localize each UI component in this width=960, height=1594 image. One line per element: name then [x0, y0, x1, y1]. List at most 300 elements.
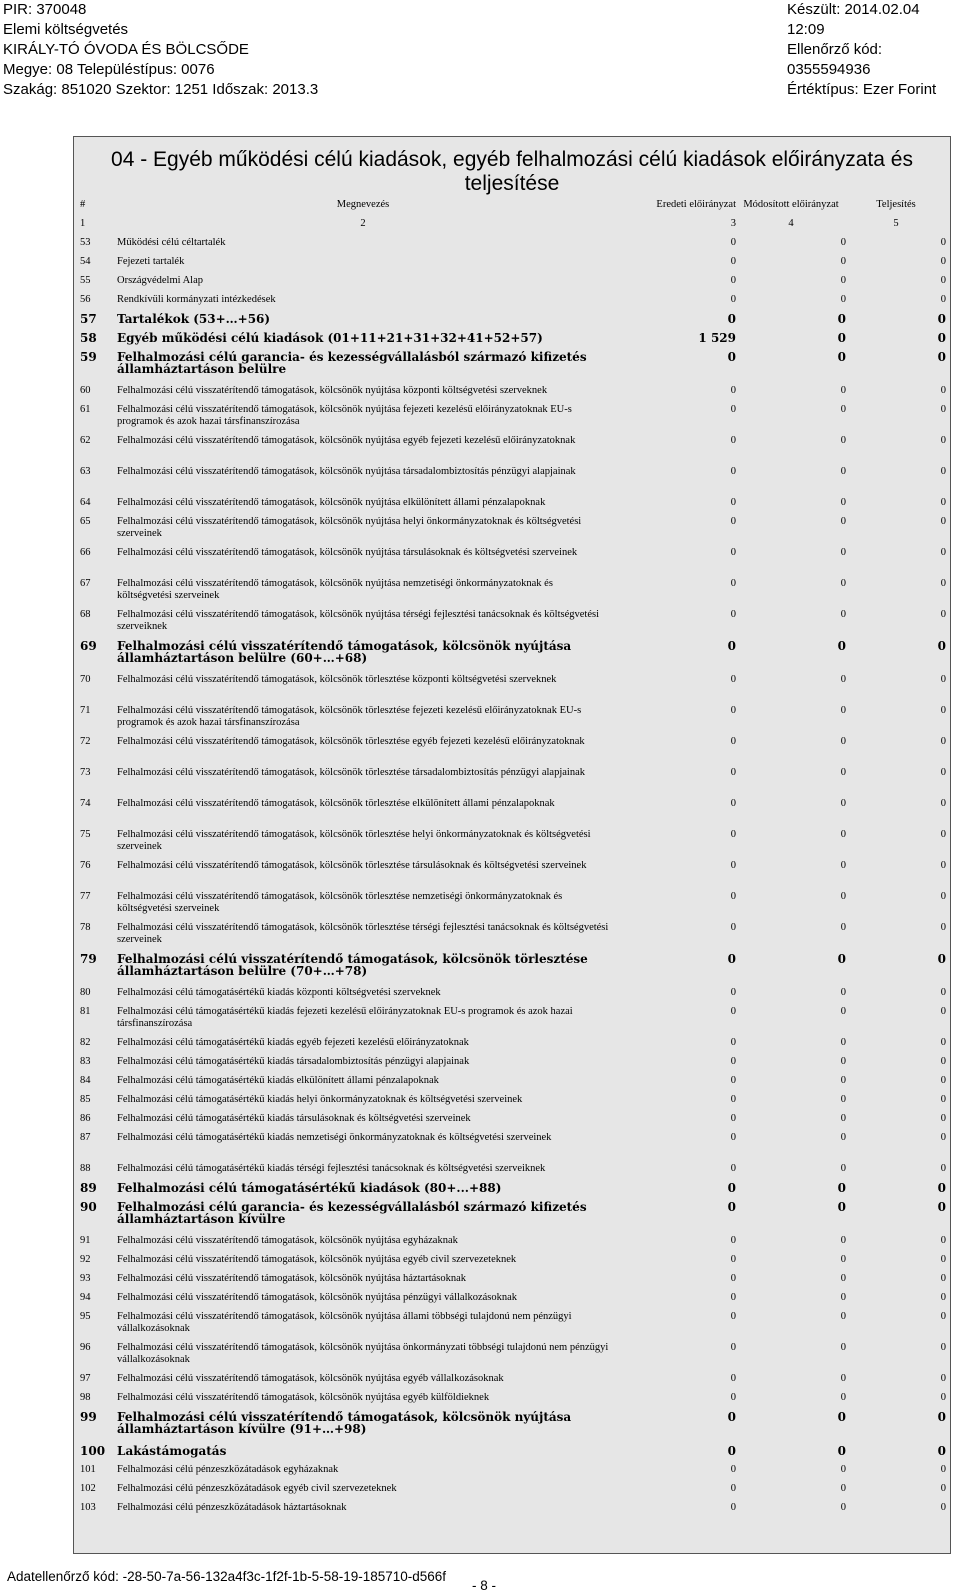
row-modified: 0 [840, 1342, 846, 1353]
row-original: 0 [730, 516, 736, 527]
row-modified: 0 [840, 516, 846, 527]
row-modified: 0 [840, 1502, 846, 1513]
col-header-name: Megnevezés [336, 199, 390, 210]
table-row [80, 275, 946, 294]
row-original: 0 [730, 435, 736, 446]
row-modified: 0 [840, 256, 846, 267]
row-name: Felhalmozási célú visszatérítendő támogatások, kölcsönök nyújtása egyéb külföldieknek [117, 1392, 490, 1403]
row-number: 83 [80, 1056, 91, 1067]
col-header-actual: Teljesítés [876, 199, 916, 210]
row-actual: 0 [940, 1235, 946, 1246]
row-number: 103 [80, 1502, 96, 1513]
pir-line: PIR: 370048 [3, 1, 87, 18]
row-original: 0 [730, 1094, 736, 1105]
row-actual: 0 [940, 435, 946, 446]
row-original: 0 [730, 829, 736, 840]
row-modified: 0 [840, 1075, 846, 1086]
row-original: 0 [727, 350, 736, 364]
table-row [80, 1392, 946, 1411]
row-number: 61 [80, 404, 91, 415]
row-modified: 0 [837, 1410, 846, 1424]
row-name: Felhalmozási célú visszatérítendő támogatások, kölcsönök nyújtása államháztartáson belülre (60+…+68) [117, 639, 572, 665]
row-number: 92 [80, 1254, 91, 1265]
row-actual: 0 [940, 1006, 946, 1017]
row-name: Felhalmozási célú visszatérítendő támogatások, kölcsönök törlesztése térségi fejlesztési tanácsoknak és költségvetési szerveinek [117, 922, 609, 945]
row-actual: 0 [940, 466, 946, 477]
row-original: 0 [730, 609, 736, 620]
table-row [80, 1235, 946, 1254]
row-modified: 0 [837, 1444, 846, 1458]
table-row [80, 1201, 946, 1235]
row-name: Felhalmozási célú visszatérítendő támogatások, kölcsönök nyújtása társulásoknak és költségvetési szerveinek [117, 547, 578, 558]
row-original: 0 [730, 798, 736, 809]
row-name: Felhalmozási célú visszatérítendő támogatások, kölcsönök nyújtása központi költségvetési szerveknek [117, 385, 548, 396]
row-modified: 0 [840, 1311, 846, 1322]
row-name: Felhalmozási célú visszatérítendő támogatások, kölcsönök nyújtása egyházaknak [117, 1235, 458, 1246]
row-actual: 0 [940, 294, 946, 305]
row-actual: 0 [940, 497, 946, 508]
row-original: 0 [730, 275, 736, 286]
row-number: 55 [80, 275, 91, 286]
row-original: 0 [730, 674, 736, 685]
row-modified: 0 [840, 1037, 846, 1048]
row-modified: 0 [840, 1254, 846, 1265]
row-name: Felhalmozási célú támogatásértékű kiadás központi költségvetési szerveknek [117, 987, 441, 998]
row-number: 101 [80, 1464, 96, 1475]
row-original: 0 [727, 1410, 736, 1424]
table-row [80, 891, 946, 922]
row-actual: 0 [940, 1342, 946, 1353]
row-actual: 0 [940, 798, 946, 809]
row-original: 0 [730, 1254, 736, 1265]
row-number: 86 [80, 1113, 91, 1124]
table-row [80, 1182, 946, 1201]
row-modified: 0 [837, 1200, 846, 1214]
sector-line: Szakág: 851020 Szektor: 1251 Időszak: 2013.3 [3, 81, 319, 98]
row-actual: 0 [940, 705, 946, 716]
row-name: Rendkívüli kormányzati intézkedések [117, 294, 276, 305]
table-row [80, 547, 946, 578]
row-number: 98 [80, 1392, 91, 1403]
row-actual: 0 [940, 609, 946, 620]
row-original: 0 [730, 294, 736, 305]
table-row [80, 1483, 946, 1502]
row-modified: 0 [840, 1113, 846, 1124]
row-name: Felhalmozási célú garancia- és kezességvállalásból származó kifizetés államháztartáson kívülre [117, 1200, 587, 1226]
table-body [80, 237, 946, 1521]
row-modified: 0 [840, 1273, 846, 1284]
table-row [80, 1373, 946, 1392]
table-row [80, 1311, 946, 1342]
row-actual: 0 [937, 1200, 946, 1214]
row-name: Felhalmozási célú visszatérítendő támogatások, kölcsönök nyújtása háztartásoknak [117, 1273, 467, 1284]
row-original: 0 [730, 385, 736, 396]
row-name: Felhalmozási célú visszatérítendő támogatások, kölcsönök nyújtása államháztartáson kívülre (91+…+98) [117, 1410, 572, 1436]
row-name: Felhalmozási célú visszatérítendő támogatások, kölcsönök nyújtása pénzügyi vállalkozásoknak [117, 1292, 518, 1303]
row-modified: 0 [837, 312, 846, 326]
row-name: Felhalmozási célú támogatásértékű kiadás társadalombiztosítás pénzügyi alapjainak [117, 1056, 470, 1067]
row-original: 0 [730, 256, 736, 267]
row-modified: 0 [837, 331, 846, 345]
row-modified: 0 [840, 1163, 846, 1174]
row-number: 58 [80, 331, 97, 345]
table-row [80, 256, 946, 275]
row-actual: 0 [940, 404, 946, 415]
row-original: 0 [727, 1444, 736, 1458]
table-row [80, 705, 946, 736]
table-row [80, 1502, 946, 1521]
row-actual: 0 [940, 385, 946, 396]
row-number: 81 [80, 1006, 91, 1017]
row-actual: 0 [940, 829, 946, 840]
row-number: 73 [80, 767, 91, 778]
row-modified: 0 [840, 705, 846, 716]
row-modified: 0 [840, 1006, 846, 1017]
row-number: 72 [80, 736, 91, 747]
report-table [80, 199, 946, 1521]
row-number: 57 [80, 312, 97, 326]
row-original: 0 [730, 860, 736, 871]
table-row [80, 1132, 946, 1163]
row-modified: 0 [840, 1094, 846, 1105]
row-modified: 0 [837, 1181, 846, 1195]
row-actual: 0 [940, 1273, 946, 1284]
row-original: 0 [730, 705, 736, 716]
row-actual: 0 [940, 922, 946, 933]
row-name: Felhalmozási célú visszatérítendő támogatások, kölcsönök nyújtása elkülönített állami pénzalapoknak [117, 497, 546, 508]
row-actual: 0 [937, 952, 946, 966]
budget-type-line: Elemi költségvetés [3, 21, 129, 38]
row-number: 76 [80, 860, 91, 871]
row-modified: 0 [840, 294, 846, 305]
row-modified: 0 [840, 466, 846, 477]
row-actual: 0 [937, 1444, 946, 1458]
row-actual: 0 [940, 578, 946, 589]
row-name: Felhalmozási célú visszatérítendő támogatások, kölcsönök törlesztése központi költségvetési szerveknek [117, 674, 557, 685]
row-name: Felhalmozási célú pénzeszközátadások háztartásoknak [117, 1502, 347, 1513]
page-number: - 8 - [472, 1578, 497, 1593]
row-number: 78 [80, 922, 91, 933]
row-modified: 0 [840, 1392, 846, 1403]
row-number: 96 [80, 1342, 91, 1353]
row-original: 0 [730, 1235, 736, 1246]
row-modified: 0 [840, 1483, 846, 1494]
row-modified: 0 [840, 860, 846, 871]
row-actual: 0 [940, 736, 946, 747]
row-actual: 0 [940, 767, 946, 778]
row-number: 82 [80, 1037, 91, 1048]
row-number: 93 [80, 1273, 91, 1284]
row-actual: 0 [940, 547, 946, 558]
row-number: 97 [80, 1373, 91, 1384]
row-name: Felhalmozási célú visszatérítendő támogatások, kölcsönök nyújtása önkormányzati többségi tulajdonú nem pénzügyi vállalkozásoknak [117, 1342, 609, 1365]
table-row [80, 237, 946, 256]
row-name: Felhalmozási célú visszatérítendő támogatások, kölcsönök nyújtása térségi fejlesztési tanácsoknak és költségvetési szerveiknek [117, 609, 599, 632]
row-name: Felhalmozási célú visszatérítendő támogatások, kölcsönök nyújtása helyi önkormányzatoknak és költségvetési szerveinek [117, 516, 582, 539]
row-name: Felhalmozási célú támogatásértékű kiadás társulásoknak és költségvetési szerveinek [117, 1113, 471, 1124]
row-name: Felhalmozási célú pénzeszközátadások egyházaknak [117, 1464, 339, 1475]
institution-name: KIRÁLY-TÓ ÓVODA ÉS BÖLCSŐDE [3, 41, 249, 58]
table-row [80, 1163, 946, 1182]
row-name: Egyéb működési célú kiadások (01+11+21+31+32+41+52+57) [117, 331, 543, 345]
row-original: 0 [730, 497, 736, 508]
value-type-line: Értéktípus: Ezer Forint [787, 81, 937, 98]
row-actual: 0 [940, 1502, 946, 1513]
row-modified: 0 [840, 798, 846, 809]
row-name: Felhalmozási célú támogatásértékű kiadás elkülönített állami pénzalapoknak [117, 1075, 439, 1086]
row-name: Felhalmozási célú visszatérítendő támogatások, kölcsönök nyújtása egyéb fejezeti kezelésű előirányzatoknak [117, 435, 576, 446]
row-actual: 0 [937, 639, 946, 653]
col-number-1: 1 [80, 218, 86, 229]
table-row [80, 987, 946, 1006]
row-original: 0 [730, 736, 736, 747]
row-number: 95 [80, 1311, 91, 1322]
row-number: 53 [80, 237, 91, 248]
row-modified: 0 [840, 1235, 846, 1246]
row-original: 0 [730, 1392, 736, 1403]
row-number: 84 [80, 1075, 91, 1086]
row-number: 102 [80, 1483, 96, 1494]
table-row [80, 404, 946, 435]
row-original: 0 [727, 312, 736, 326]
row-original: 0 [730, 1311, 736, 1322]
row-original: 0 [730, 922, 736, 933]
row-actual: 0 [940, 1254, 946, 1265]
row-number: 99 [80, 1410, 97, 1424]
row-actual: 0 [940, 1163, 946, 1174]
table-row [80, 1342, 946, 1373]
row-modified: 0 [840, 1464, 846, 1475]
row-name: Felhalmozási célú pénzeszközátadások egyéb civil szervezeteknek [117, 1483, 397, 1494]
table-row [80, 640, 946, 674]
row-modified: 0 [840, 497, 846, 508]
row-modified: 0 [840, 1132, 846, 1143]
row-number: 63 [80, 466, 91, 477]
row-number: 79 [80, 952, 97, 966]
table-row [80, 516, 946, 547]
row-name: Felhalmozási célú visszatérítendő támogatások, kölcsönök törlesztése elkülönített állami pénzalapoknak [117, 798, 555, 809]
table-row [80, 1056, 946, 1075]
row-name: Felhalmozási célú visszatérítendő támogatások, kölcsönök törlesztése államháztartáson belülre (70+…+78) [117, 952, 588, 978]
table-row [80, 829, 946, 860]
row-number: 69 [80, 639, 97, 653]
created-line: Készült: 2014.02.04 12:09 [787, 1, 920, 38]
table-row [80, 609, 946, 640]
row-original: 0 [730, 1163, 736, 1174]
table-row [80, 798, 946, 829]
row-actual: 0 [937, 331, 946, 345]
row-name: Felhalmozási célú visszatérítendő támogatások, kölcsönök nyújtása nemzetiségi önkormányzatoknak és költségvetési szerveinek [117, 578, 553, 601]
row-modified: 0 [837, 952, 846, 966]
row-name: Országvédelmi Alap [117, 275, 204, 286]
row-actual: 0 [940, 860, 946, 871]
row-actual: 0 [940, 1292, 946, 1303]
row-name: Felhalmozási célú visszatérítendő támogatások, kölcsönök nyújtása egyéb vállalkozásoknak [117, 1373, 504, 1384]
row-number: 75 [80, 829, 91, 840]
row-actual: 0 [940, 1075, 946, 1086]
row-name: Felhalmozási célú támogatásértékű kiadás fejezeti kezelésű előirányzatoknak EU-s programok és azok hazai társfinanszírozása [117, 1006, 573, 1029]
row-modified: 0 [840, 547, 846, 558]
row-actual: 0 [940, 1311, 946, 1322]
row-modified: 0 [840, 385, 846, 396]
row-original: 0 [730, 1273, 736, 1284]
row-number: 85 [80, 1094, 91, 1105]
row-original: 0 [730, 404, 736, 415]
row-modified: 0 [840, 736, 846, 747]
row-actual: 0 [940, 1094, 946, 1105]
data-check-code: Adatellenőrző kód: -28-50-7a-56-132a4f3c-1f2f-1b-5-58-19-185710-d566f [7, 1569, 447, 1584]
row-number: 71 [80, 705, 91, 716]
row-number: 64 [80, 497, 91, 508]
table-row [80, 1445, 946, 1464]
row-name: Felhalmozási célú visszatérítendő támogatások, kölcsönök nyújtása társadalombiztosítás pénzügyi alapjainak [117, 466, 576, 477]
row-original: 0 [730, 987, 736, 998]
row-actual: 0 [940, 1113, 946, 1124]
row-original: 0 [730, 767, 736, 778]
row-original: 0 [730, 1113, 736, 1124]
row-actual: 0 [940, 987, 946, 998]
column-header-row [80, 199, 946, 218]
row-number: 91 [80, 1235, 91, 1246]
row-actual: 0 [940, 1373, 946, 1384]
row-number: 59 [80, 350, 97, 364]
row-original: 0 [730, 1502, 736, 1513]
check-code-line: Ellenőrző kód: 0355594936 [787, 41, 883, 78]
row-number: 54 [80, 256, 91, 267]
col-header-number: # [80, 199, 86, 210]
row-original: 0 [730, 547, 736, 558]
row-name: Felhalmozási célú visszatérítendő támogatások, kölcsönök nyújtása fejezeti kezelésű előirányzatoknak EU-s programok és azok hazai társfinanszírozása [117, 404, 572, 427]
table-row [80, 860, 946, 891]
row-actual: 0 [937, 350, 946, 364]
row-actual: 0 [937, 1410, 946, 1424]
col-header-modified: Módosított előirányzat [743, 199, 839, 210]
county-line: Megye: 08 Településtípus: 0076 [3, 61, 215, 78]
row-modified: 0 [840, 578, 846, 589]
row-name: Felhalmozási célú támogatásértékű kiadás helyi önkormányzatoknak és költségvetési szerveinek [117, 1094, 523, 1105]
table-row [80, 1254, 946, 1273]
row-modified: 0 [840, 237, 846, 248]
row-actual: 0 [940, 1056, 946, 1067]
col-number-3: 3 [730, 218, 736, 229]
table-row [80, 578, 946, 609]
row-number: 67 [80, 578, 91, 589]
table-row [80, 332, 946, 351]
row-number: 65 [80, 516, 91, 527]
row-number: 90 [80, 1200, 97, 1214]
row-modified: 0 [840, 891, 846, 902]
table-row [80, 953, 946, 987]
row-name: Felhalmozási célú visszatérítendő támogatások, kölcsönök törlesztése fejezeti kezelésű előirányzatoknak EU-s programok és azok hazai társfinanszírozása [117, 705, 582, 728]
row-name: Felhalmozási célú támogatásértékű kiadások (80+...+88) [117, 1181, 502, 1195]
row-original: 0 [730, 237, 736, 248]
row-number: 62 [80, 435, 91, 446]
row-original: 0 [730, 1483, 736, 1494]
row-number: 100 [80, 1444, 106, 1458]
col-number-2: 2 [360, 218, 366, 229]
row-original: 0 [727, 1200, 736, 1214]
row-name: Felhalmozási célú támogatásértékű kiadás egyéb fejezeti kezelésű előirányzatoknak [117, 1037, 469, 1048]
row-name: Felhalmozási célú visszatérítendő támogatások, kölcsönök törlesztése társadalombiztosítás pénzügyi alapjainak [117, 767, 585, 778]
row-name: Felhalmozási célú visszatérítendő támogatások, kölcsönök nyújtása egyéb civil szervezeteknek [117, 1254, 517, 1265]
table-row [80, 1292, 946, 1311]
row-original: 0 [730, 1292, 736, 1303]
row-original: 1 529 [698, 331, 736, 345]
row-original: 0 [727, 952, 736, 966]
row-modified: 0 [837, 639, 846, 653]
row-number: 77 [80, 891, 91, 902]
report-title: 04 - Egyéb működési célú kiadások, egyéb felhalmozási célú kiadások előirányzata és teljesítése [111, 148, 913, 195]
row-actual: 0 [940, 1464, 946, 1475]
row-name: Felhalmozási célú visszatérítendő támogatások, kölcsönök törlesztése nemzetiségi önkormányzatoknak és költségvetési szerveinek [117, 891, 563, 914]
row-actual: 0 [940, 516, 946, 527]
row-original: 0 [730, 1037, 736, 1048]
row-actual: 0 [940, 275, 946, 286]
row-name: Felhalmozási célú visszatérítendő támogatások, kölcsönök törlesztése egyéb fejezeti kezelésű előirányzatoknak [117, 736, 585, 747]
table-row [80, 1273, 946, 1292]
row-original: 0 [730, 1056, 736, 1067]
col-header-original: Eredeti előirányzat [656, 199, 736, 210]
table-row [80, 736, 946, 767]
table-row [80, 922, 946, 953]
row-name: Fejezeti tartalék [117, 256, 185, 267]
row-original: 0 [730, 466, 736, 477]
row-name: Felhalmozási célú garancia- és kezességvállalásból származó kifizetés államháztartáson belülre [117, 350, 587, 376]
row-original: 0 [730, 1373, 736, 1384]
row-modified: 0 [840, 1056, 846, 1067]
col-number-4: 4 [788, 218, 794, 229]
row-modified: 0 [840, 987, 846, 998]
row-modified: 0 [837, 350, 846, 364]
row-modified: 0 [840, 609, 846, 620]
row-name: Felhalmozási célú visszatérítendő támogatások, kölcsönök nyújtása állami többségi tulajdonú nem pénzügyi vállalkozásoknak [117, 1311, 572, 1334]
row-number: 66 [80, 547, 91, 558]
table-row [80, 1411, 946, 1445]
row-original: 0 [730, 1464, 736, 1475]
row-actual: 0 [940, 1483, 946, 1494]
table-row [80, 385, 946, 404]
row-modified: 0 [840, 767, 846, 778]
row-actual: 0 [937, 312, 946, 326]
row-number: 60 [80, 385, 91, 396]
row-number: 56 [80, 294, 91, 305]
table-row [80, 313, 946, 332]
row-actual: 0 [940, 891, 946, 902]
row-modified: 0 [840, 1373, 846, 1384]
row-name: Működési célú céltartalék [117, 237, 226, 248]
table-row [80, 674, 946, 705]
row-modified: 0 [840, 275, 846, 286]
row-name: Felhalmozási célú visszatérítendő támogatások, kölcsönök törlesztése társulásoknak és költségvetési szerveinek [117, 860, 587, 871]
row-number: 87 [80, 1132, 91, 1143]
table-row [80, 435, 946, 466]
row-original: 0 [727, 1181, 736, 1195]
table-row [80, 1006, 946, 1037]
row-number: 68 [80, 609, 91, 620]
row-modified: 0 [840, 922, 846, 933]
row-original: 0 [730, 578, 736, 589]
col-number-5: 5 [893, 218, 899, 229]
row-number: 70 [80, 674, 91, 685]
row-modified: 0 [840, 829, 846, 840]
table-row [80, 351, 946, 385]
row-original: 0 [727, 639, 736, 653]
table-row [80, 1464, 946, 1483]
row-actual: 0 [937, 1181, 946, 1195]
row-number: 80 [80, 987, 91, 998]
report-header-right [787, 0, 960, 100]
row-number: 74 [80, 798, 91, 809]
